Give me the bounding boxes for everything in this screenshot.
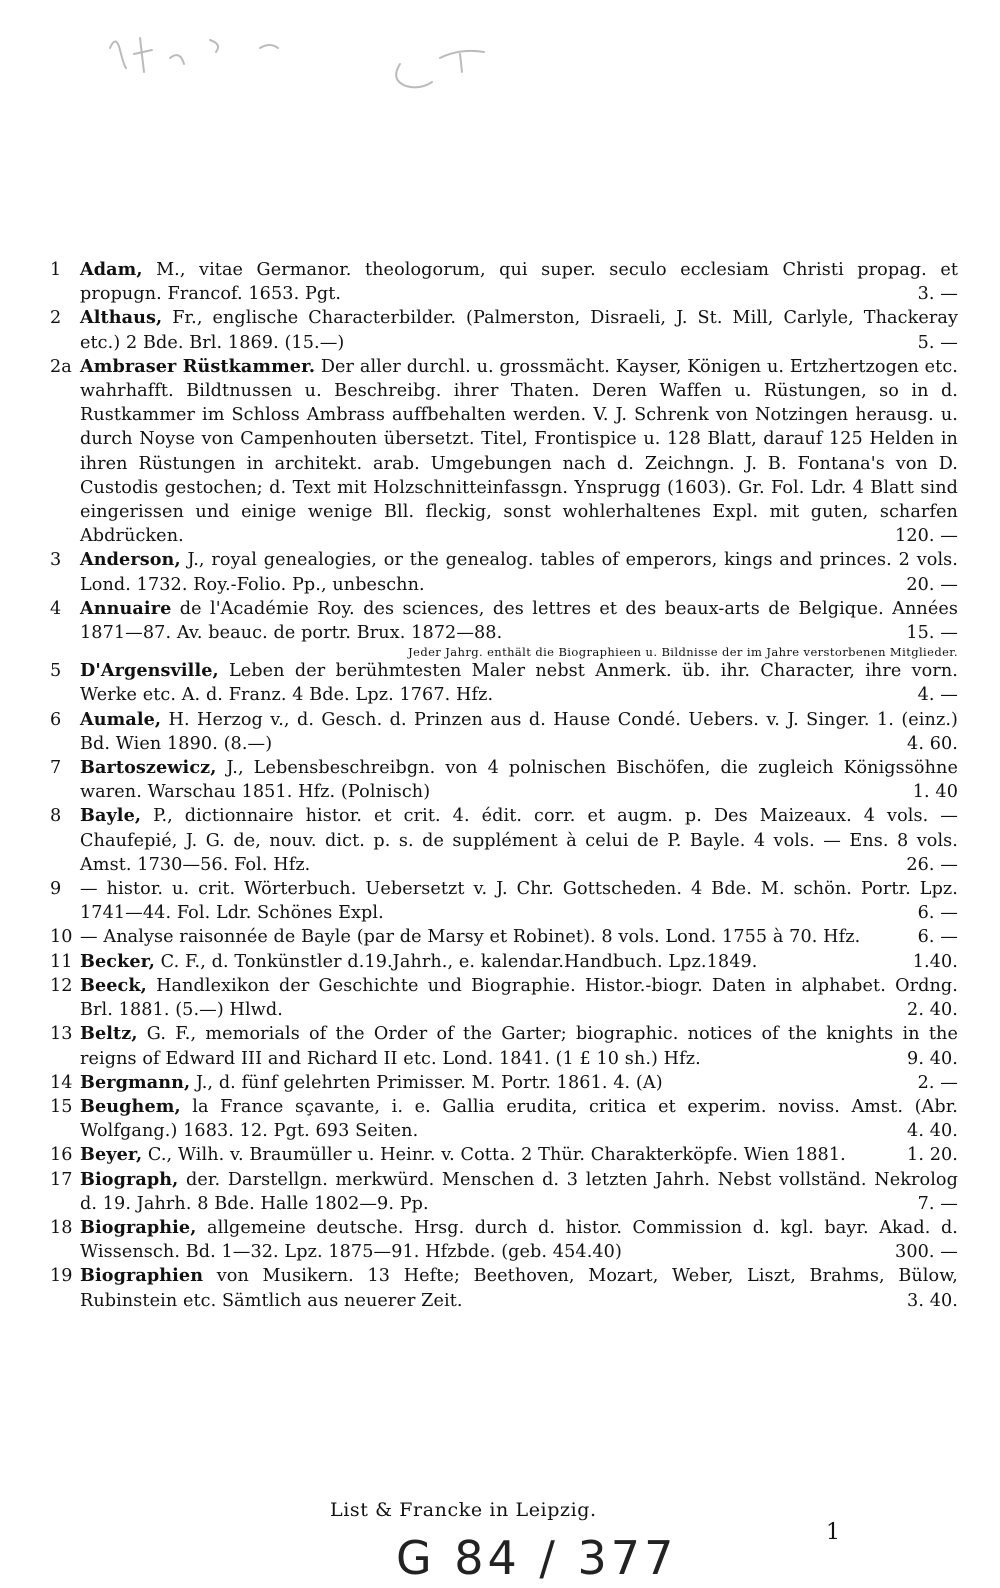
entry-heading: Beyer,: [80, 1144, 143, 1166]
shelfmark-text: G 84 / 377: [396, 1531, 678, 1585]
handwritten-shelfmark-stamp: [392, 1522, 678, 1588]
catalog-entry: [50, 974, 958, 1022]
entry-number: 2a: [50, 356, 72, 377]
entry-description: Der aller durchl. u. grossmächt. Kayser, Königen u. Ertzhertzogen etc. wahrhafft. Bildtnussen u. Beschreibg. ihrer Thaten. Deren Waffen u. Rüstungen, so in d. Rustkammer im Schloss Ambrass auffbehalten werden. V. J. Schrenk von Notzingen herausg. u. durch Noyse von Campenhouten übersetzt. Titel, Frontispice u. 128 Blatt, darauf 125 Helden in ihren Rüstungen in architekt. arab. Umgebungen nach d. Zeichngn. J. B. Fontana's von D. Custodis gestochen; d. Text mit Holzschnitteinfassgn. Ynsprugg (1603). Gr. Fol. Ldr. 4 Blatt sind eingerissen und einige wenige Bll. fleckig, sonst wohlerhaltenes Expl. mit guten, scharfen Abdrücken.: [80, 356, 958, 547]
entry-description: J., royal genealogies, or the genealog. tables of emperors, kings and princes. 2 vols. Lond. 1732. Roy.-Folio. Pp., unbeschn.: [80, 550, 958, 595]
catalog-entry: [50, 804, 958, 877]
entry-number: 7: [50, 758, 62, 779]
entry-number: 12: [50, 975, 73, 996]
page-number: 1: [826, 1520, 840, 1545]
entry-heading: Aumale,: [80, 708, 162, 730]
entry-description: Fr., englische Characterbilder. (Palmerston, Disraeli, J. St. Mill, Carlyle, Thackeray etc.) 2 Bde. Brl. 1869. (15.—): [80, 308, 958, 353]
entry-description: allgemeine deutsche. Hrsg. durch d. histor. Commission d. kgl. bayr. Akad. d. Wissensch. Bd. 1—32. Lpz. 1875—91. Hfzbde. (geb. 454.40): [80, 1217, 958, 1263]
entry-price: 1.40.: [912, 951, 958, 972]
entry-description: P., dictionnaire histor. et crit. 4. édit. corr. et augm. p. Des Maizeaux. 4 vols. — Chaufepié, J. G. de, nouv. dict. p. s. de supplément à celui de P. Bayle. 4 vols. — Ens. 8 vols. Amst. 1730—56. Fol. Hfz.: [80, 806, 958, 875]
catalog-entry: [50, 355, 958, 549]
entry-price: 3. —: [917, 284, 958, 305]
entry-description: H. Herzog v., d. Gesch. d. Prinzen aus d. Hause Condé. Uebers. v. J. Singer. 1. (einz.) Bd. Wien 1890. (8.—): [80, 709, 958, 754]
entry-price: 3. 40.: [907, 1290, 958, 1311]
entry-description: J., Lebensbeschreibgn. von 4 polnischen Bischöfen, die zugleich Königssöhne waren. Warschau 1851. Hfz. (Polnisch): [80, 758, 958, 803]
entry-number: 8: [50, 806, 62, 827]
entry-price: 7. —: [917, 1193, 958, 1214]
entry-description: C. F., d. Tonkünstler d.19.Jahrh., e. kalendar.Handbuch. Lpz.1849.: [154, 951, 758, 972]
entry-price: 2. —: [917, 1072, 958, 1093]
entry-heading: Beltz,: [80, 1023, 138, 1045]
entry-price: 4. 60.: [907, 733, 958, 754]
entry-heading: Biographie,: [80, 1216, 197, 1238]
entry-heading: Biographien: [80, 1265, 204, 1287]
entry-price: 2. 40.: [907, 1000, 958, 1021]
entry-price: 20. —: [906, 574, 958, 595]
entry-heading: Anderson,: [80, 549, 181, 571]
entry-number: 6: [50, 709, 62, 730]
entry-price: 6. —: [917, 903, 958, 924]
entry-heading: Beughem,: [80, 1095, 181, 1117]
catalog-entry: [50, 1143, 958, 1167]
entry-number: 18: [50, 1217, 73, 1238]
entry-description: M., vitae Germanor. theologorum, qui super. seculo ecclesiam Christi propag. et propugn. Francof. 1653. Pgt.: [80, 260, 958, 305]
entry-number: 13: [50, 1024, 73, 1045]
entry-price: 1. 40: [912, 782, 958, 803]
entry-description: J., d. fünf gelehrten Primisser. M. Portr. 1861. 4. (A): [190, 1072, 663, 1093]
entry-number: 1: [50, 260, 62, 280]
entry-heading: Adam,: [80, 259, 143, 280]
catalog-entry: [50, 756, 958, 804]
entry-heading: Bayle,: [80, 805, 142, 827]
catalog-entry: [50, 925, 958, 949]
catalog-list: [50, 258, 958, 1313]
catalog-entry: [50, 659, 958, 707]
entry-number: 14: [50, 1072, 73, 1093]
entry-price: 9. 40.: [907, 1048, 958, 1069]
entry-description: G. F., memorials of the Order of the Garter; biographic. notices of the knights in the reigns of Edward III and Richard II etc. Lond. 1841. (1 £ 10 sh.) Hfz.: [80, 1024, 958, 1069]
catalog-entry: [50, 548, 958, 596]
entry-number: 15: [50, 1096, 73, 1117]
entry-heading: Althaus,: [80, 307, 163, 329]
entry-description: — histor. u. crit. Wörterbuch. Uebersetzt v. J. Chr. Gottscheden. 4 Bde. M. schön. Portr. Lpz. 1741—44. Fol. Ldr. Schönes Expl.: [80, 879, 958, 924]
catalog-entry: [50, 877, 958, 925]
catalog-entry: [50, 1022, 958, 1070]
entry-description: Handlexikon der Geschichte und Biographie. Histor.-biogr. Daten in alphabet. Ordng. Brl. 1881. (5.—) Hlwd.: [80, 975, 958, 1021]
entry-heading: Bergmann,: [80, 1071, 191, 1093]
entry-heading: D'Argensville,: [80, 660, 219, 682]
entry-number: 16: [50, 1145, 73, 1166]
entry-heading: Biograph,: [80, 1168, 179, 1190]
entry-number: 9: [50, 879, 62, 900]
entry-number: 11: [50, 951, 73, 972]
publisher-footer: List & Francke in Leipzig.: [330, 1499, 597, 1521]
entry-number: 17: [50, 1169, 73, 1190]
entry-description: Leben der berühmtesten Maler nebst Anmerk. üb. ihr. Character, ihre vorn. Werke etc. A. d. Franz. 4 Bde. Lpz. 1767. Hfz.: [80, 661, 958, 706]
entry-price: 26. —: [906, 854, 958, 875]
entry-description: la France sçavante, i. e. Gallia erudita, critica et experim. noviss. Amst. (Abr. Wolfgang.) 1683. 12. Pgt. 693 Seiten.: [80, 1096, 958, 1142]
catalog-entry: [50, 1095, 958, 1143]
entry-number: 10: [50, 927, 73, 948]
entry-price: 300. —: [895, 1242, 958, 1263]
catalog-entry: [50, 950, 958, 974]
entry-description: von Musikern. 13 Hefte; Beethoven, Mozart, Weber, Liszt, Brahms, Bülow, Rubinstein etc. Sämtlich aus neuerer Zeit.: [80, 1266, 958, 1311]
entry-number: 3: [50, 550, 62, 571]
entry-number: 2: [50, 308, 62, 329]
entry-price: 5. —: [917, 332, 958, 353]
entry-number: 4: [50, 598, 62, 619]
catalog-entry: [50, 1216, 958, 1264]
entry-heading: Bartoszewicz,: [80, 757, 217, 779]
entry-description: de l'Académie Roy. des sciences, des lettres et des beaux-arts de Belgique. Années 1871—87. Av. beauc. de portr. Brux. 1872—88.: [80, 598, 958, 644]
entry-price: 120. —: [895, 526, 958, 547]
catalog-entry: [50, 1264, 958, 1312]
catalog-entry: [50, 258, 958, 306]
entry-heading: Ambraser Rüstkammer.: [80, 355, 316, 377]
entry-description: C., Wilh. v. Braumüller u. Heinr. v. Cotta. 2 Thür. Charakterköpfe. Wien 1881.: [142, 1145, 846, 1166]
entry-number: 5: [50, 661, 62, 682]
entry-heading: Beeck,: [80, 974, 147, 996]
entry-price: 6. —: [917, 927, 958, 948]
catalog-entry: [50, 1168, 958, 1216]
entry-heading: Annuaire: [80, 597, 172, 619]
catalog-entry: [50, 708, 958, 756]
catalog-entry: [50, 597, 958, 645]
entry-price: 1. 20.: [907, 1145, 958, 1166]
entry-price: 4. —: [917, 685, 958, 706]
pencil-scribble-mark: [100, 18, 520, 108]
catalog-entry: [50, 306, 958, 354]
entry-price: 15. —: [906, 623, 958, 644]
entry-description: der. Darstellgn. merkwürd. Menschen d. 3 letzten Jahrh. Nebst vollständ. Nekrolog d. 19. Jahrh. 8 Bde. Halle 1802—9. Pp.: [80, 1169, 958, 1214]
entry-heading: Becker,: [80, 950, 155, 972]
entry-price: 4. 40.: [907, 1121, 958, 1142]
entry-note: Jeder Jahrg. enthält die Biographieen u. Bildnisse der im Jahre verstorbenen Mitglieder.: [408, 645, 958, 660]
entry-description: — Analyse raisonnée de Bayle (par de Marsy et Robinet). 8 vols. Lond. 1755 à 70. Hfz.: [80, 927, 861, 948]
entry-number: 19: [50, 1266, 73, 1287]
catalog-entry: [50, 1071, 958, 1095]
